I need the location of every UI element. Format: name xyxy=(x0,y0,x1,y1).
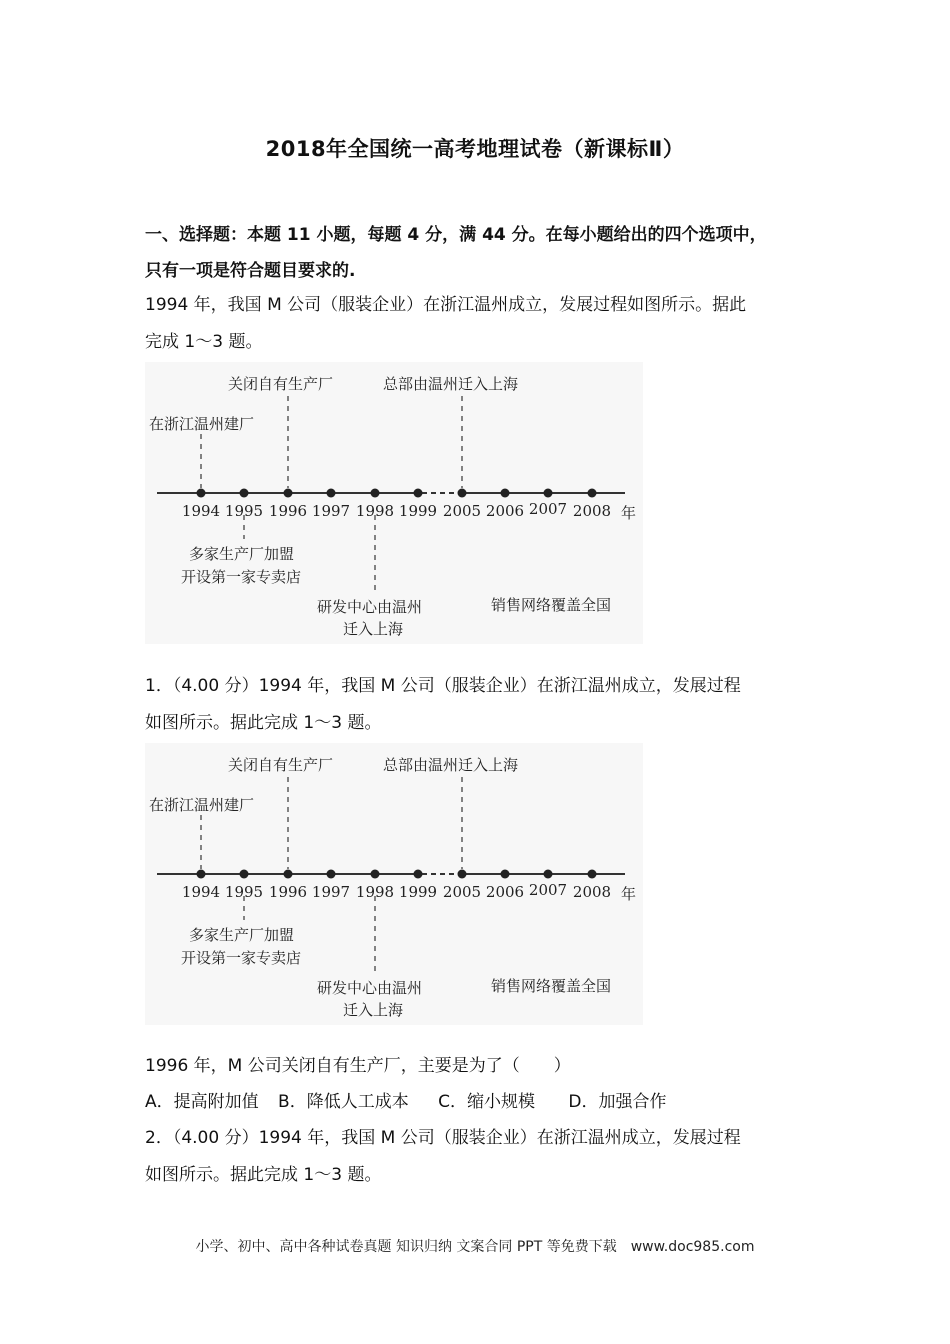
timeline-years xyxy=(182,881,636,903)
question-1-options xyxy=(145,1084,681,1120)
event-hq-label: 总部由温州迁入上海 xyxy=(383,756,519,774)
event-hq-label: 总部由温州迁入上海 xyxy=(383,375,519,393)
event-store-label: 开设第一家专卖店 xyxy=(181,949,302,967)
year-unit-label: 年 xyxy=(621,885,637,903)
event-join-label: 多家生产厂加盟 xyxy=(189,545,295,563)
year-label: 1997 xyxy=(311,883,351,901)
q1-option-a[interactable]: A．提高附加值 xyxy=(145,1092,259,1112)
q1-option-d[interactable]: D．加强合作 xyxy=(568,1092,667,1112)
dot-1999 xyxy=(414,489,423,498)
dot-2006 xyxy=(501,489,510,498)
dot-1996 xyxy=(284,870,293,879)
event-network-label: 销售网络覆盖全国 xyxy=(491,977,612,995)
section-line-1: 一、选择题：本题 11 小题，每题 4 分，满 44 分。在每小题给出的四个选项中， xyxy=(145,225,767,245)
q2-line-2: 如图所示。据此完成 1～3 题。 xyxy=(145,1165,382,1185)
year-label: 2008 xyxy=(572,883,612,901)
year-label: 1996 xyxy=(268,883,308,901)
year-label: 2007 xyxy=(528,881,568,899)
event-store-label: 开设第一家专卖店 xyxy=(181,568,302,586)
section-line-2: 只有一项是符合题目要求的. xyxy=(145,261,356,281)
year-label: 1995 xyxy=(224,502,264,520)
dot-1998 xyxy=(371,489,380,498)
event-network-label: 销售网络覆盖全国 xyxy=(491,596,612,614)
timeline-svg-2 xyxy=(145,743,643,1025)
year-label: 2007 xyxy=(528,500,568,518)
section-heading xyxy=(145,217,825,289)
dot-2007 xyxy=(544,870,553,879)
dot-2006 xyxy=(501,870,510,879)
event-close-label: 关闭自有生产厂 xyxy=(228,375,334,393)
event-rd-label-2: 迁入上海 xyxy=(343,620,404,638)
event-build-label: 在浙江温州建厂 xyxy=(149,796,255,814)
year-label: 1998 xyxy=(355,883,395,901)
question-2-header xyxy=(145,1120,825,1194)
dot-1994 xyxy=(197,489,206,498)
dot-2005 xyxy=(458,489,467,498)
year-label: 2006 xyxy=(485,502,525,520)
year-label: 1994 xyxy=(181,502,221,520)
dot-2005 xyxy=(458,870,467,879)
q2-line-1: 2．（4.00 分）1994 年，我国 M 公司（服装企业）在浙江温州成立，发展过程 xyxy=(145,1128,741,1148)
q1-line-1: 1．（4.00 分）1994 年，我国 M 公司（服装企业）在浙江温州成立，发展过程 xyxy=(145,676,741,696)
year-label: 2005 xyxy=(442,883,482,901)
event-close-label: 关闭自有生产厂 xyxy=(228,756,334,774)
year-label: 1994 xyxy=(181,883,221,901)
event-rd-label-2: 迁入上海 xyxy=(343,1001,404,1019)
timeline-svg-1 xyxy=(145,362,643,644)
dot-1994 xyxy=(197,870,206,879)
dot-2008 xyxy=(588,870,597,879)
year-label: 1999 xyxy=(398,883,438,901)
timeline-years xyxy=(182,500,636,522)
intro-line-1: 1994 年，我国 M 公司（服装企业）在浙江温州成立，发展过程如图所示。据此 xyxy=(145,295,747,315)
intro-paragraph xyxy=(145,287,825,361)
dot-1995 xyxy=(240,489,249,498)
q1-option-c[interactable]: C．缩小规模 xyxy=(438,1092,535,1112)
dot-1999 xyxy=(414,870,423,879)
q1-line-2: 如图所示。据此完成 1～3 题。 xyxy=(145,713,382,733)
year-label: 2005 xyxy=(442,502,482,520)
event-rd-label-1: 研发中心由温州 xyxy=(317,598,423,616)
dot-1997 xyxy=(327,489,336,498)
year-label: 2006 xyxy=(485,883,525,901)
dot-2008 xyxy=(588,489,597,498)
year-unit-label: 年 xyxy=(621,504,637,522)
q1-stem-text: 1996 年，M 公司关闭自有生产厂，主要是为了（ ） xyxy=(145,1056,571,1076)
event-join-label: 多家生产厂加盟 xyxy=(189,926,295,944)
intro-line-2: 完成 1～3 题。 xyxy=(145,332,263,352)
year-label: 1996 xyxy=(268,502,308,520)
dot-1996 xyxy=(284,489,293,498)
dot-1997 xyxy=(327,870,336,879)
question-1-header xyxy=(145,668,825,742)
dot-1995 xyxy=(240,870,249,879)
event-rd-label-1: 研发中心由温州 xyxy=(317,979,423,997)
page-title: 2018年全国统一高考地理试卷（新课标Ⅱ） xyxy=(265,137,685,161)
dot-1998 xyxy=(371,870,380,879)
timeline-figure-2 xyxy=(145,743,643,1025)
page-footer: 小学、初中、高中各种试卷真题 知识归纳 文案合同 PPT 等免费下载 www.doc985.com xyxy=(195,1239,755,1255)
timeline-figure-1 xyxy=(145,362,643,644)
dot-2007 xyxy=(544,489,553,498)
year-label: 1995 xyxy=(224,883,264,901)
year-label: 1997 xyxy=(311,502,351,520)
year-label: 2008 xyxy=(572,502,612,520)
question-1-stem xyxy=(145,1048,825,1085)
year-label: 1998 xyxy=(355,502,395,520)
event-build-label: 在浙江温州建厂 xyxy=(149,415,255,433)
q1-option-b[interactable]: B．降低人工成本 xyxy=(278,1092,409,1112)
year-label: 1999 xyxy=(398,502,438,520)
